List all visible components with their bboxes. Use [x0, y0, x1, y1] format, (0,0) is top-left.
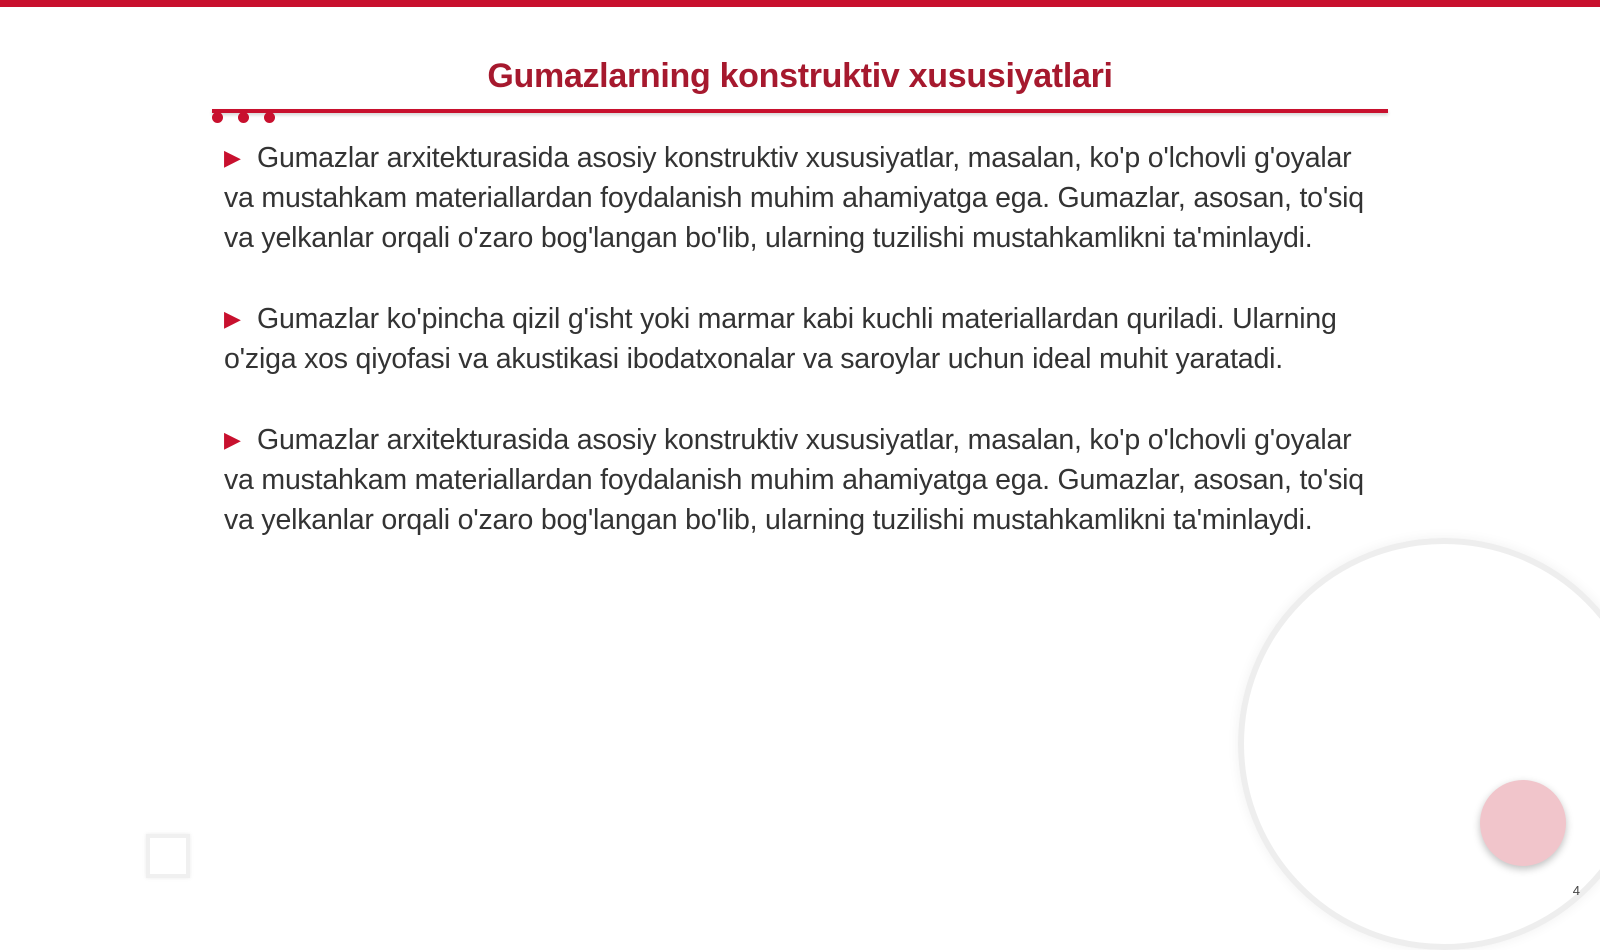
bullet-item: [224, 420, 1384, 540]
page-number: 4: [1572, 883, 1580, 898]
decorative-ring: [1238, 538, 1600, 950]
bullet-item: [224, 299, 1384, 379]
triangle-bullet-icon: ▶: [224, 145, 241, 170]
underline-dot: [264, 112, 275, 123]
bullet-text: Gumazlar arxitekturasida asosiy konstruktiv xususiyatlar, masalan, ko'p o'lchovli g'oyalar va mustahkam materiallardan foydalanish muhim ahamiyatga ega. Gumazlar, asosan, to'siq va yelkanlar orqali o'zaro bog'langan bo'lib, ularning tuzilishi mustahkamlikni ta'minlaydi.: [224, 142, 1364, 254]
top-accent-bar: [0, 0, 1600, 7]
underline-dot: [238, 112, 249, 123]
triangle-bullet-icon: ▶: [224, 306, 241, 331]
slide-title: Gumazlarning konstruktiv xususiyatlari: [487, 57, 1113, 95]
bullet-text: Gumazlar ko'pincha qizil g'isht yoki marmar kabi kuchli materiallardan quriladi. Ularning o'ziga xos qiyofasi va akustikasi ibodatxonalar va saroylar uchun ideal muhit yaratadi.: [224, 303, 1337, 375]
underline-dot: [212, 112, 223, 123]
triangle-bullet-icon: ▶: [224, 427, 241, 452]
decorative-square: [146, 834, 190, 878]
title-underline: [212, 109, 1388, 113]
bullet-text: Gumazlar arxitekturasida asosiy konstruktiv xususiyatlar, masalan, ko'p o'lchovli g'oyalar va mustahkam materiallardan foydalanish muhim ahamiyatga ega. Gumazlar, asosan, to'siq va yelkanlar orqali o'zaro bog'langan bo'lib, ularning tuzilishi mustahkamlikni ta'minlaydi.: [224, 424, 1364, 536]
decorative-pink-circle: [1480, 780, 1566, 866]
bullet-list: [224, 138, 1384, 581]
bullet-item: [224, 138, 1384, 258]
